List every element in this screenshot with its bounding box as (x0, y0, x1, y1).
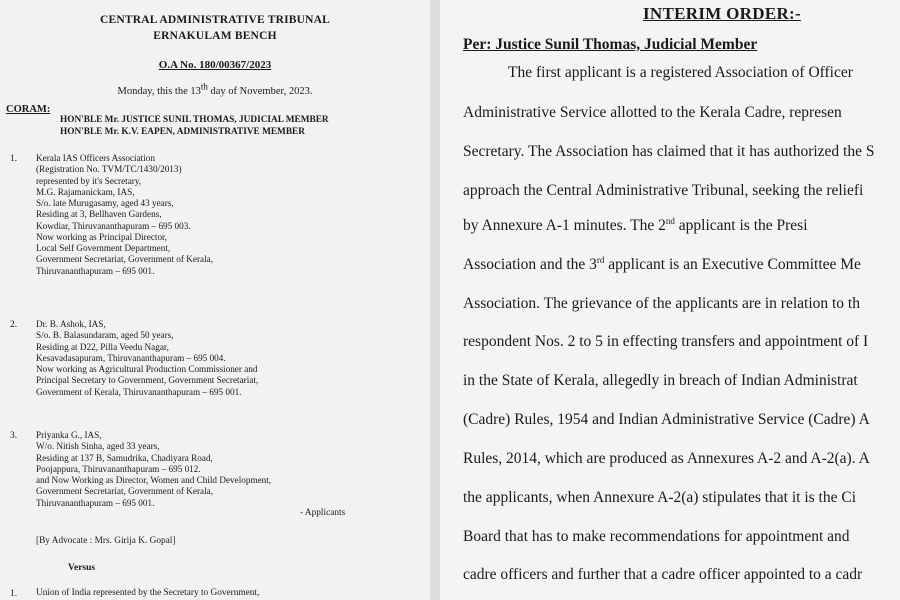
applicant-line: Kesavadasapuram, Thiruvananthapuram – 695 004. (36, 352, 226, 363)
applicant-line: Kerala IAS Officers Association (36, 153, 155, 163)
coram-member-2: HON'BLE Mr. K.V. EAPEN, ADMINISTRATIVE MEMBER (60, 127, 305, 137)
applicant-line: Local Self Government Department, (36, 243, 171, 253)
date-line (0, 81, 430, 97)
applicant-line: and Now Working as Director, Women and Child Development, (36, 475, 272, 485)
order-line-tail: applicant is an Executive Committee Me (604, 256, 861, 273)
order-line: in the State of Kerala, allegedly in breach of Indian Administrat (463, 372, 858, 389)
applicant-1-number: 1. (10, 154, 18, 164)
applicant-line: Principal Secretary to Government, Government Secretariat, (36, 375, 259, 386)
applicant-line: Now working as Principal Director, (36, 231, 168, 242)
coram-label: CORAM: (6, 104, 51, 115)
applicant-3-number: 3. (10, 431, 18, 441)
applicant-line: Poojappura, Thiruvananthapuram – 695 012. (36, 463, 201, 474)
order-line: Secretary. The Association has claimed that it has authorized the S (463, 143, 875, 160)
applicant-line: Residing at 3, Bellhaven Gardens, (36, 209, 162, 220)
respondent-1-number: 1. (10, 589, 18, 599)
applicant-line: Government of Kerala, Thiruvananthapuram – 695 001. (36, 386, 242, 397)
bench-name: ERNAKULAM BENCH (153, 30, 277, 42)
order-line-tail: applicant is the Presi (674, 217, 808, 234)
order-line (463, 256, 861, 274)
case-number: O.A No. 180/00367/2023 (158, 59, 272, 71)
advocate-line: [By Advocate : Mrs. Girija K. Gopal] (36, 536, 176, 546)
coram-member-1: HON'BLE Mr. JUSTICE SUNIL THOMAS, JUDICIAL MEMBER (60, 115, 329, 125)
order-line: Association. The grievance of the applicants are in relation to th (463, 295, 860, 312)
order-line: the applicants, when Annexure A-2(a) stipulates that it is the Ci (463, 489, 857, 506)
interim-order-title: INTERIM ORDER:- (643, 4, 801, 23)
applicant-line: Dr. B. Ashok, IAS, (36, 319, 106, 329)
applicant-line: Residing at D22, Pilla Veedu Nagar, (36, 341, 169, 352)
per-judge-line: Per: Justice Sunil Thomas, Judicial Member (463, 36, 758, 53)
applicant-line: Government Secretariat, Government of Kerala, (36, 486, 214, 497)
applicant-line: Residing at 137 B, Samudrika, Chadiyara Road, (36, 452, 213, 463)
tribunal-name: CENTRAL ADMINISTRATIVE TRIBUNAL (99, 14, 331, 26)
order-line: (Cadre) Rules, 1954 and Indian Administrative Service (Cadre) A (463, 411, 870, 428)
order-line-text: Association and the 3 (463, 256, 597, 273)
date-line-sup: th (200, 81, 208, 92)
applicant-2-block (36, 319, 426, 398)
order-line-text: by Annexure A-1 minutes. The 2 (463, 217, 666, 234)
applicant-line: S/o. late Murugasamy, aged 43 years, (36, 198, 174, 208)
applicant-line: Thiruvananthapuram – 695 001. (36, 265, 155, 276)
applicant-line: represented by it's Secretary, (36, 175, 142, 186)
applicant-3-block (36, 430, 426, 509)
date-line-pre: Monday, this the 13 (117, 86, 201, 97)
respondent-1-line: Union of India represented by the Secretary to Government, (36, 588, 260, 598)
applicant-line: Thiruvananthapuram – 695 001. (36, 497, 155, 508)
applicant-line: W/o. Nitish Sinha, aged 33 years, (36, 441, 160, 452)
order-line: cadre officers and further that a cadre officer appointed to a cadr (463, 566, 863, 583)
applicant-line: Priyanka G., IAS, (36, 430, 102, 440)
left-document-page (0, 0, 430, 600)
applicant-line: Now working as Agricultural Production Commissioner and (36, 364, 258, 374)
order-line: Administrative Service allotted to the Kerala Cadre, represen (463, 104, 842, 121)
applicant-line: Government Secretariat, Government of Kerala, (36, 254, 214, 265)
order-line: Rules, 2014, which are produced as Annexures A-2 and A-2(a). A (463, 450, 870, 467)
order-line: approach the Central Administrative Tribunal, seeking the reliefi (463, 182, 864, 199)
date-line-post: day of November, 2023. (207, 86, 313, 97)
applicant-line: M.G. Rajamanickam, IAS, (36, 186, 135, 197)
order-line: The first applicant is a registered Association of Officer (508, 64, 853, 81)
applicant-line: S/o. B. Balasundaram, aged 50 years, (36, 330, 174, 341)
order-line (463, 217, 808, 235)
applicant-line: Kowdiar, Thiruvananthapuram – 695 003. (36, 220, 191, 231)
ordinal-sup: rd (596, 254, 605, 265)
order-line: Board that has to make recommendations for appointment and (463, 528, 850, 545)
order-line: respondent Nos. 2 to 5 in effecting transfers and appointment of I (463, 333, 869, 350)
applicant-line: (Registration No. TVM/TC/1430/2013) (36, 164, 182, 175)
applicant-1-block (36, 153, 426, 277)
applicants-label: - Applicants (300, 508, 346, 518)
page-divider (430, 0, 440, 600)
versus-label: Versus (68, 563, 96, 573)
ordinal-sup: nd (665, 215, 675, 226)
applicant-2-number: 2. (10, 320, 18, 330)
